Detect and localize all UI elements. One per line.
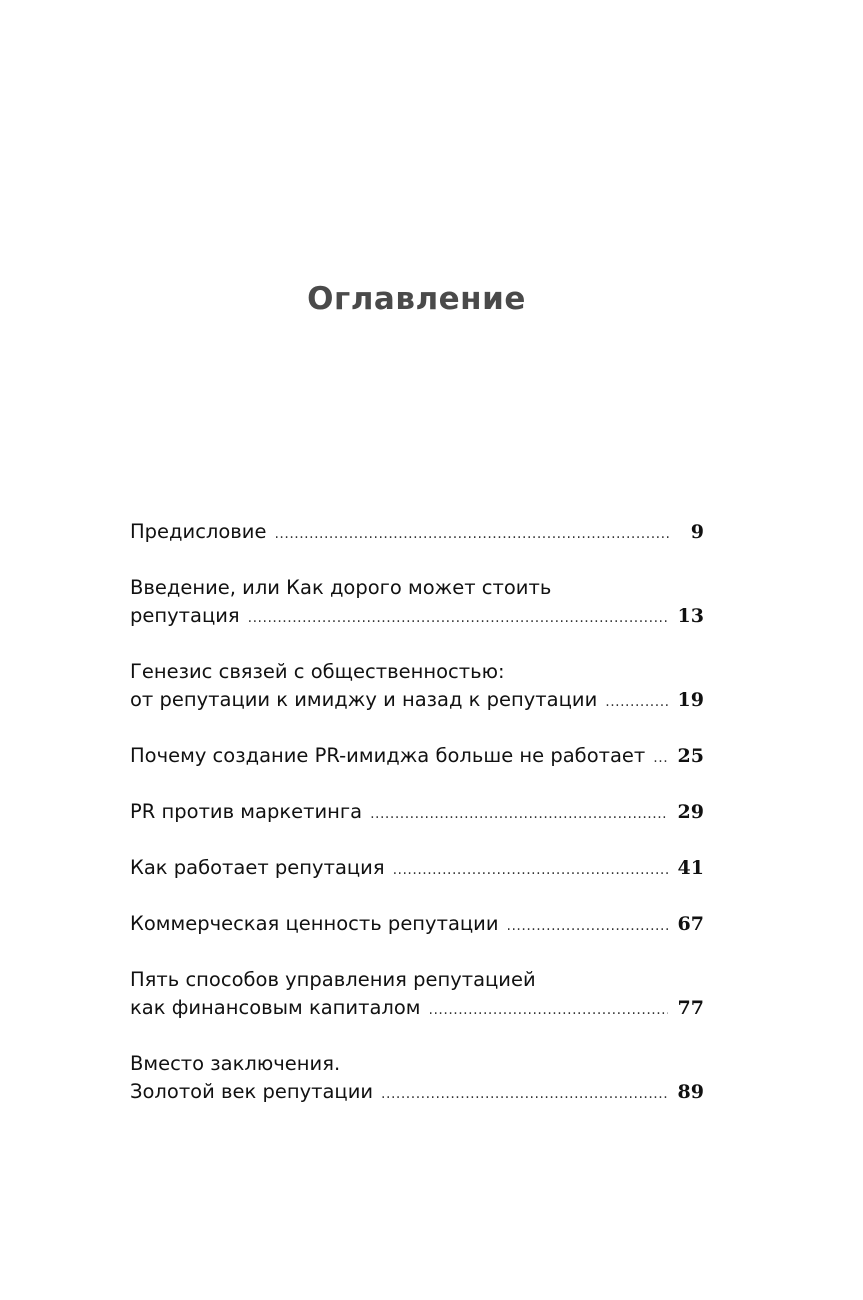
toc-line: [130, 1078, 704, 1106]
toc-entry-title-continued: от репутации к имиджу и назад к репутации: [130, 688, 598, 711]
toc-line: [130, 994, 704, 1022]
dot-leader: [274, 527, 670, 541]
toc-line: [130, 798, 704, 826]
toc-entry-title-continued: Золотой век репутации: [130, 1080, 374, 1103]
toc-entry-title: Введение, или Как дорого может стоить: [130, 576, 552, 599]
toc-page-number: 67: [677, 913, 704, 935]
toc-entry-five-ways: [130, 966, 704, 1022]
toc-entry-preface: [130, 518, 704, 546]
toc-entry-title: Почему создание PR-имиджа больше не работает: [130, 744, 646, 767]
toc-line: [130, 854, 704, 882]
toc-page-number: 13: [677, 605, 704, 627]
dot-leader: [429, 1003, 668, 1017]
table-of-contents: [130, 518, 704, 1134]
toc-entry-introduction: [130, 574, 704, 630]
toc-page-number: 9: [690, 521, 704, 543]
toc-line: [130, 518, 704, 546]
dot-leader: [605, 695, 667, 709]
toc-entry-title-continued: как финансовым капиталом: [130, 996, 421, 1019]
toc-line: [130, 742, 704, 770]
toc-page-number: 19: [677, 689, 704, 711]
toc-entry-title: Вместо заключения.: [130, 1052, 341, 1075]
toc-entry-pr-vs-marketing: [130, 798, 704, 826]
toc-page-number: 29: [677, 801, 704, 823]
toc-entry-how-reputation-works: [130, 854, 704, 882]
toc-entry-title: Генезис связей с общественностью:: [130, 660, 505, 683]
dot-leader: [507, 919, 668, 933]
toc-entry-title-continued: репутация: [130, 604, 240, 627]
toc-page-number: 25: [677, 745, 704, 767]
toc-entry-genesis: [130, 658, 704, 714]
toc-entry-conclusion: [130, 1050, 704, 1106]
page-title: Оглавление: [307, 280, 526, 317]
toc-entry-title: Коммерческая ценность репутации: [130, 912, 499, 935]
toc-page-number: 77: [677, 997, 704, 1019]
toc-line: [130, 910, 704, 938]
toc-line: [130, 686, 704, 714]
toc-entry-title: PR против маркетинга: [130, 800, 363, 823]
dot-leader: [393, 863, 668, 877]
toc-entry-commercial-value: [130, 910, 704, 938]
toc-entry-title: Как работает репутация: [130, 856, 385, 879]
dot-leader: [381, 1087, 668, 1101]
toc-page-number: 41: [677, 857, 704, 879]
toc-page-number: 89: [677, 1081, 704, 1103]
dot-leader: [248, 611, 668, 625]
dot-leader: [653, 751, 667, 765]
dot-leader: [370, 807, 667, 821]
toc-entry-pr-image: [130, 742, 704, 770]
toc-entry-title: Предисловие: [130, 520, 267, 543]
toc-entry-title: Пять способов управления репутацией: [130, 968, 536, 991]
toc-line: [130, 602, 704, 630]
